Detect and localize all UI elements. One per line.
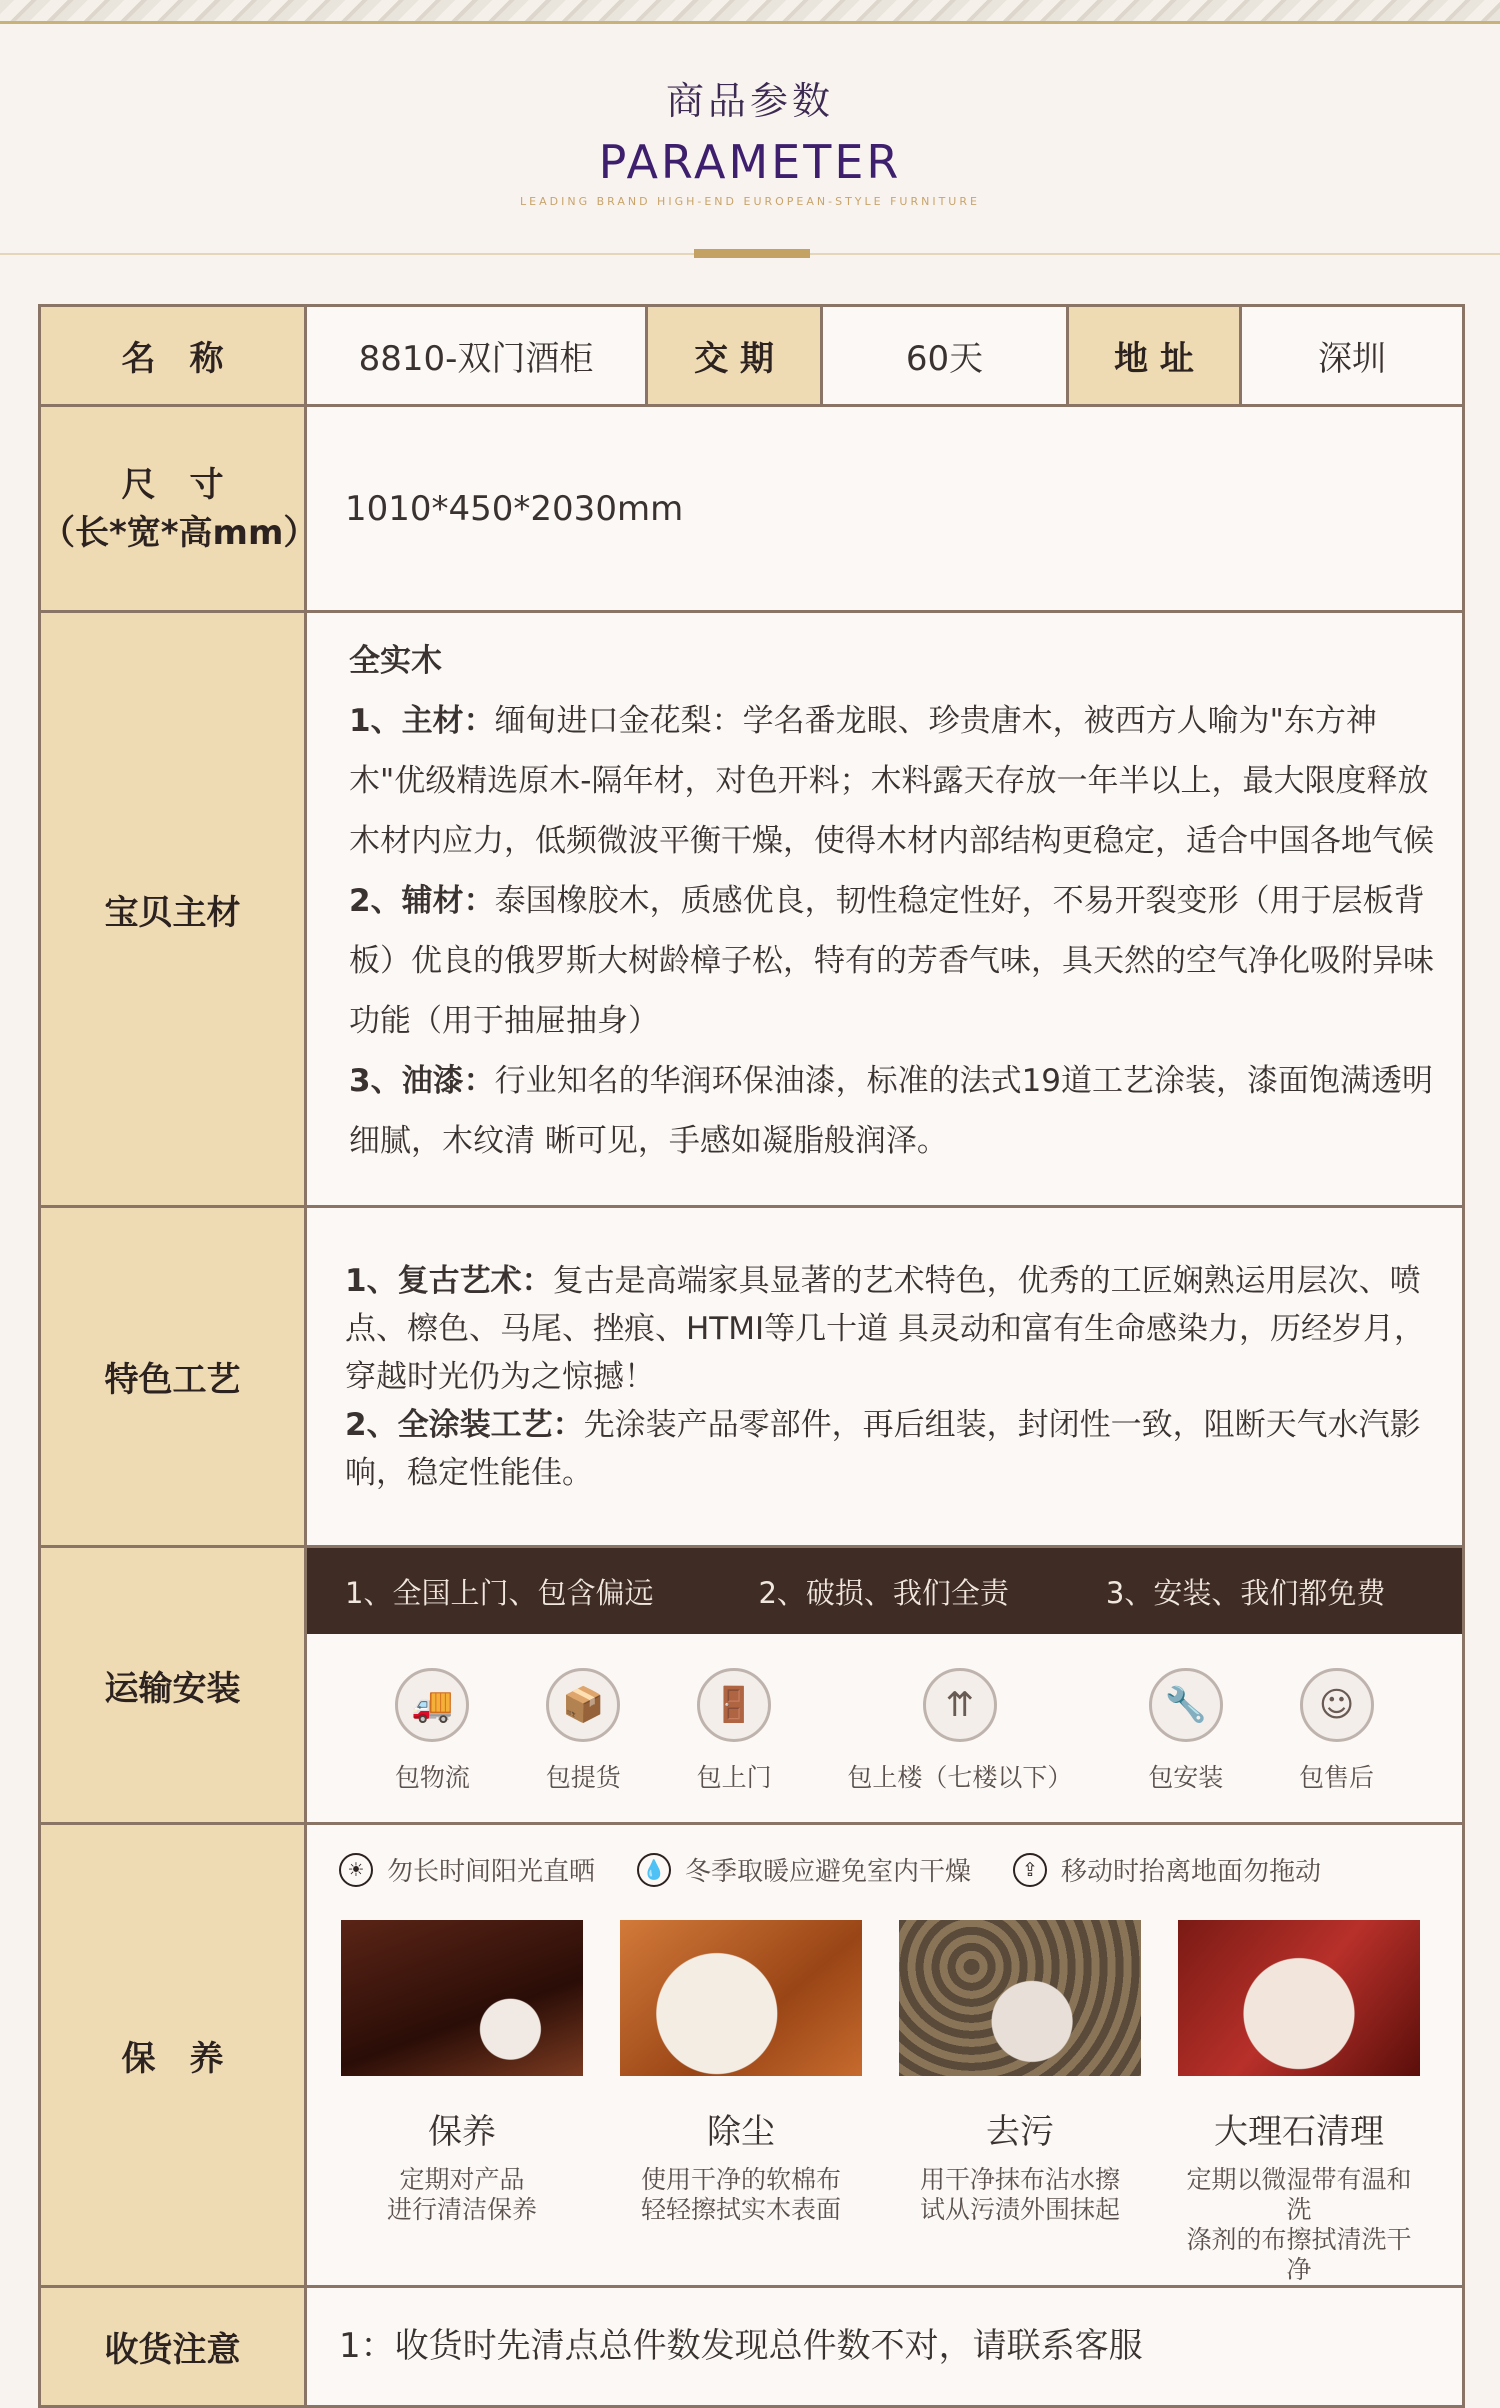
care-label: 保 养 bbox=[40, 1824, 306, 2287]
care-photo bbox=[341, 1920, 583, 2076]
craft-paragraph-2 bbox=[345, 1401, 1442, 1497]
service-label: 包提货 bbox=[545, 1763, 621, 1792]
material-content bbox=[306, 612, 1464, 1207]
material-paragraph-1 bbox=[349, 691, 1442, 871]
craft-paragraph-1 bbox=[345, 1257, 1442, 1401]
section-subtitle: LEADING BRAND HIGH-END EUROPEAN-STYLE FURNITURE bbox=[520, 195, 980, 208]
care-content bbox=[306, 1824, 1464, 2287]
size-label-line2: （长*宽*高mm） bbox=[41, 512, 318, 553]
notice-label: 收货注意 bbox=[40, 2287, 306, 2407]
craft-p2-head: 2、全涂装工艺： bbox=[345, 1406, 584, 1443]
section-title-en: PARAMETER bbox=[598, 135, 902, 189]
care-item-marble bbox=[1178, 1920, 1420, 2285]
size-label-line1: 尺 寸 bbox=[121, 464, 224, 505]
delivery-label: 交 期 bbox=[647, 306, 822, 406]
service-item-after-sales bbox=[1299, 1668, 1374, 1794]
row-notice bbox=[40, 2287, 1464, 2407]
row-basic-info bbox=[40, 306, 1464, 406]
care-item-title: 去污 bbox=[986, 2112, 1054, 2152]
care-desc-line: 用干净抹布沾水擦 bbox=[919, 2165, 1120, 2194]
row-craft bbox=[40, 1207, 1464, 1547]
service-item-install bbox=[1148, 1668, 1223, 1794]
shipping-promise-bar bbox=[307, 1548, 1462, 1634]
service-item-door bbox=[697, 1668, 772, 1794]
care-item-desc bbox=[341, 2165, 583, 2225]
care-desc-line: 试从污渍外围抹起 bbox=[919, 2195, 1120, 2224]
care-tip-humidity bbox=[637, 1851, 971, 1888]
truck-icon: 🚚 bbox=[395, 1668, 469, 1742]
craft-label: 特色工艺 bbox=[40, 1207, 306, 1547]
service-label: 包物流 bbox=[394, 1763, 470, 1792]
shipping-service-list bbox=[307, 1634, 1462, 1794]
size-value: 1010*450*2030mm bbox=[306, 406, 1464, 612]
row-care bbox=[40, 1824, 1464, 2287]
size-label bbox=[40, 406, 318, 612]
carry-goods-icon: 📦 bbox=[546, 1668, 620, 1742]
decorative-top-border bbox=[0, 0, 1500, 24]
care-photo bbox=[899, 1920, 1141, 2076]
care-item-title: 大理石清理 bbox=[1214, 2112, 1384, 2152]
shipping-content bbox=[306, 1547, 1464, 1824]
service-item-logistics bbox=[395, 1668, 470, 1794]
header-accent-bar bbox=[694, 249, 810, 258]
shipping-promise-2: 2、破损、我们全责 bbox=[758, 1575, 1009, 1610]
service-label: 包上楼（七楼以下） bbox=[847, 1763, 1073, 1792]
care-desc-line: 定期对产品 bbox=[399, 2165, 525, 2194]
section-header bbox=[0, 70, 1500, 208]
craft-p1-head: 1、复古艺术： bbox=[345, 1262, 553, 1299]
care-tip-text: 冬季取暖应避免室内干燥 bbox=[685, 1857, 972, 1887]
name-value: 8810-双门酒柜 bbox=[306, 306, 647, 406]
craft-p2-text: 先涂装产品零部件，再后组装，封闭性一致，阻断天气水汽影响，稳定性能佳。 bbox=[345, 1406, 1421, 1491]
material-p1-text: 缅甸进口金花梨：学名番龙眼、珍贵唐木，被西方人喻为"东方神木"优级精选原木-隔年材，对色开料；木料露天存放一年半以上，最大限度释放木材内应力，低频微波平衡干燥，使得木材内部结构更稳定，适合中国各地气候 bbox=[349, 703, 1434, 859]
move-icon: ⇪ bbox=[1013, 1853, 1047, 1887]
care-tips bbox=[307, 1825, 1462, 1888]
care-item-desc bbox=[620, 2165, 862, 2225]
service-label: 包售后 bbox=[1299, 1763, 1375, 1792]
service-item-pickup bbox=[546, 1668, 621, 1794]
material-p3-head: 3、油漆： bbox=[349, 1063, 495, 1099]
name-label: 名 称 bbox=[40, 306, 306, 406]
shipping-label: 运输安装 bbox=[40, 1547, 306, 1824]
material-p3-text: 行业知名的华润环保油漆，标准的法式19道工艺涂装，漆面饱满透明细腻，木纹清 晰可见，手感如凝脂般润泽。 bbox=[349, 1063, 1434, 1159]
care-item-title: 除尘 bbox=[707, 2112, 775, 2152]
shipping-promise-1: 1、全国上门、包含偏远 bbox=[345, 1575, 654, 1610]
care-photo-list bbox=[307, 1888, 1462, 2285]
notice-value: 1：收货时先清点总件数发现总件数不对，请联系客服 bbox=[306, 2287, 1464, 2407]
care-tip-sun bbox=[339, 1851, 595, 1888]
care-tip-moving bbox=[1013, 1851, 1321, 1888]
address-label: 地 址 bbox=[1068, 306, 1241, 406]
care-item-title: 保养 bbox=[428, 2112, 496, 2152]
craft-p1-text: 复古是高端家具显著的艺术特色，优秀的工匠娴熟运用层次、喷点、檫色、马尾、挫痕、HTMI等几十道 具灵动和富有生命感染力，历经岁月，穿越时光仍为之惊撼！ bbox=[345, 1262, 1425, 1395]
material-heading: 全实木 bbox=[349, 643, 442, 679]
service-label: 包安装 bbox=[1148, 1763, 1224, 1792]
care-tip-text: 移动时抬离地面勿拖动 bbox=[1061, 1857, 1322, 1887]
delivery-value: 60天 bbox=[822, 306, 1068, 406]
material-p1-head: 1、主材： bbox=[349, 703, 495, 739]
care-desc-line: 使用干净的软棉布 bbox=[640, 2165, 841, 2194]
material-p2-text: 泰国橡胶木，质感优良，韧性稳定性好，不易开裂变形（用于层板背板）优良的俄罗斯大树龄樟子松，特有的芳香气味，具天然的空气净化吸附异味功能（用于抽屉抽身） bbox=[349, 883, 1434, 1039]
door-delivery-icon: 🚪 bbox=[697, 1668, 771, 1742]
material-label: 宝贝主材 bbox=[40, 612, 306, 1207]
care-photo bbox=[1178, 1920, 1420, 2076]
care-desc-line: 定期以微湿带有温和洗 bbox=[1186, 2165, 1412, 2224]
install-icon: 🔧 bbox=[1149, 1668, 1223, 1742]
stairs-icon: ⇈ bbox=[923, 1668, 997, 1742]
care-desc-line: 轻轻擦拭实木表面 bbox=[640, 2195, 841, 2224]
section-title-cn: 商品参数 bbox=[665, 79, 834, 123]
after-sales-icon: ☺ bbox=[1300, 1668, 1374, 1742]
care-item-desc bbox=[1178, 2165, 1420, 2285]
care-photo bbox=[620, 1920, 862, 2076]
service-label: 包上门 bbox=[696, 1763, 772, 1792]
care-item-dusting bbox=[620, 1920, 862, 2285]
material-paragraph-3 bbox=[349, 1051, 1442, 1171]
row-size bbox=[40, 406, 1464, 612]
care-item-maintenance bbox=[341, 1920, 583, 2285]
care-item-stain-removal bbox=[899, 1920, 1141, 2285]
care-tip-text: 勿长时间阳光直晒 bbox=[387, 1857, 596, 1887]
drop-icon: 💧 bbox=[637, 1853, 671, 1887]
care-item-desc bbox=[899, 2165, 1141, 2225]
care-desc-line: 进行清洁保养 bbox=[386, 2195, 537, 2224]
craft-content bbox=[306, 1207, 1464, 1547]
care-desc-line: 涤剂的布擦拭清洗干净 bbox=[1186, 2225, 1412, 2284]
material-paragraph-2 bbox=[349, 871, 1442, 1051]
parameter-table bbox=[38, 304, 1465, 2408]
row-shipping bbox=[40, 1547, 1464, 1824]
service-item-upstairs bbox=[847, 1668, 1072, 1794]
row-material bbox=[40, 612, 1464, 1207]
address-value: 深圳 bbox=[1241, 306, 1464, 406]
shipping-promise-3: 3、安装、我们都免费 bbox=[1105, 1575, 1386, 1610]
sun-icon: ☀ bbox=[339, 1853, 373, 1887]
material-p2-head: 2、辅材： bbox=[349, 883, 495, 919]
